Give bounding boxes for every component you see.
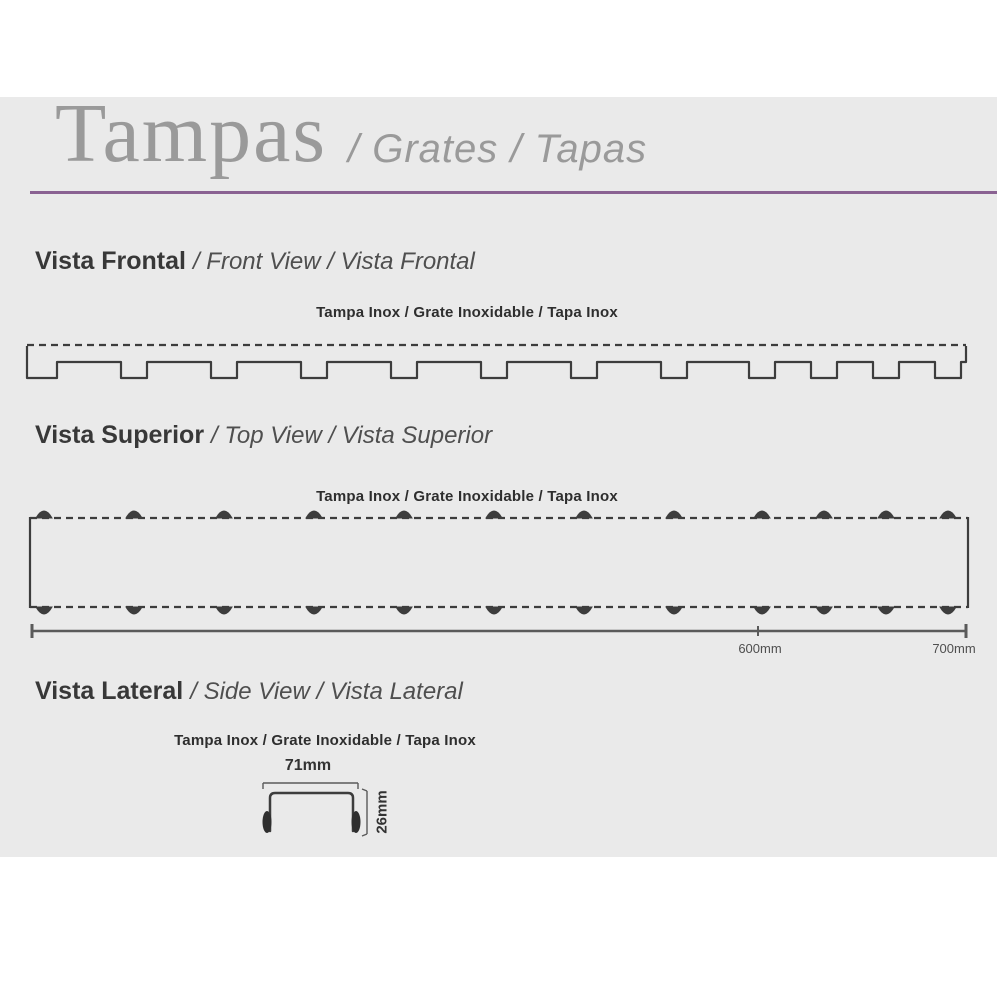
heading-superior-bold: Vista Superior (35, 421, 205, 449)
section-heading-lateral (35, 677, 463, 706)
section-heading-superior (35, 421, 492, 450)
heading-frontal-bold: Vista Frontal (35, 247, 186, 275)
heading-superior-italic: / Top View / Vista Superior (211, 422, 493, 449)
dimension-700mm: 700mm (932, 641, 976, 656)
page-title: Tampas (55, 87, 328, 180)
dimension-71mm: 71mm (284, 757, 332, 774)
dimension-600mm: 600mm (738, 641, 782, 656)
heading-frontal-italic: / Front View / Vista Frontal (192, 248, 475, 275)
caption-side-view: Tampa Inox / Grate Inoxidable / Tapa Inox (174, 732, 476, 749)
accent-divider-rule (30, 191, 997, 194)
section-heading-frontal (35, 247, 475, 276)
dimension-26mm: 26mm (373, 790, 391, 834)
caption-top-view: Tampa Inox / Grate Inoxidable / Tapa Inox (316, 488, 618, 505)
heading-lateral-italic: / Side View / Vista Lateral (190, 678, 463, 705)
heading-lateral-bold: Vista Lateral (35, 677, 184, 705)
page-subtitle: / Grates / Tapas (348, 127, 648, 171)
caption-front-view: Tampa Inox / Grate Inoxidable / Tapa Inox (316, 304, 618, 321)
content-panel (0, 97, 997, 857)
